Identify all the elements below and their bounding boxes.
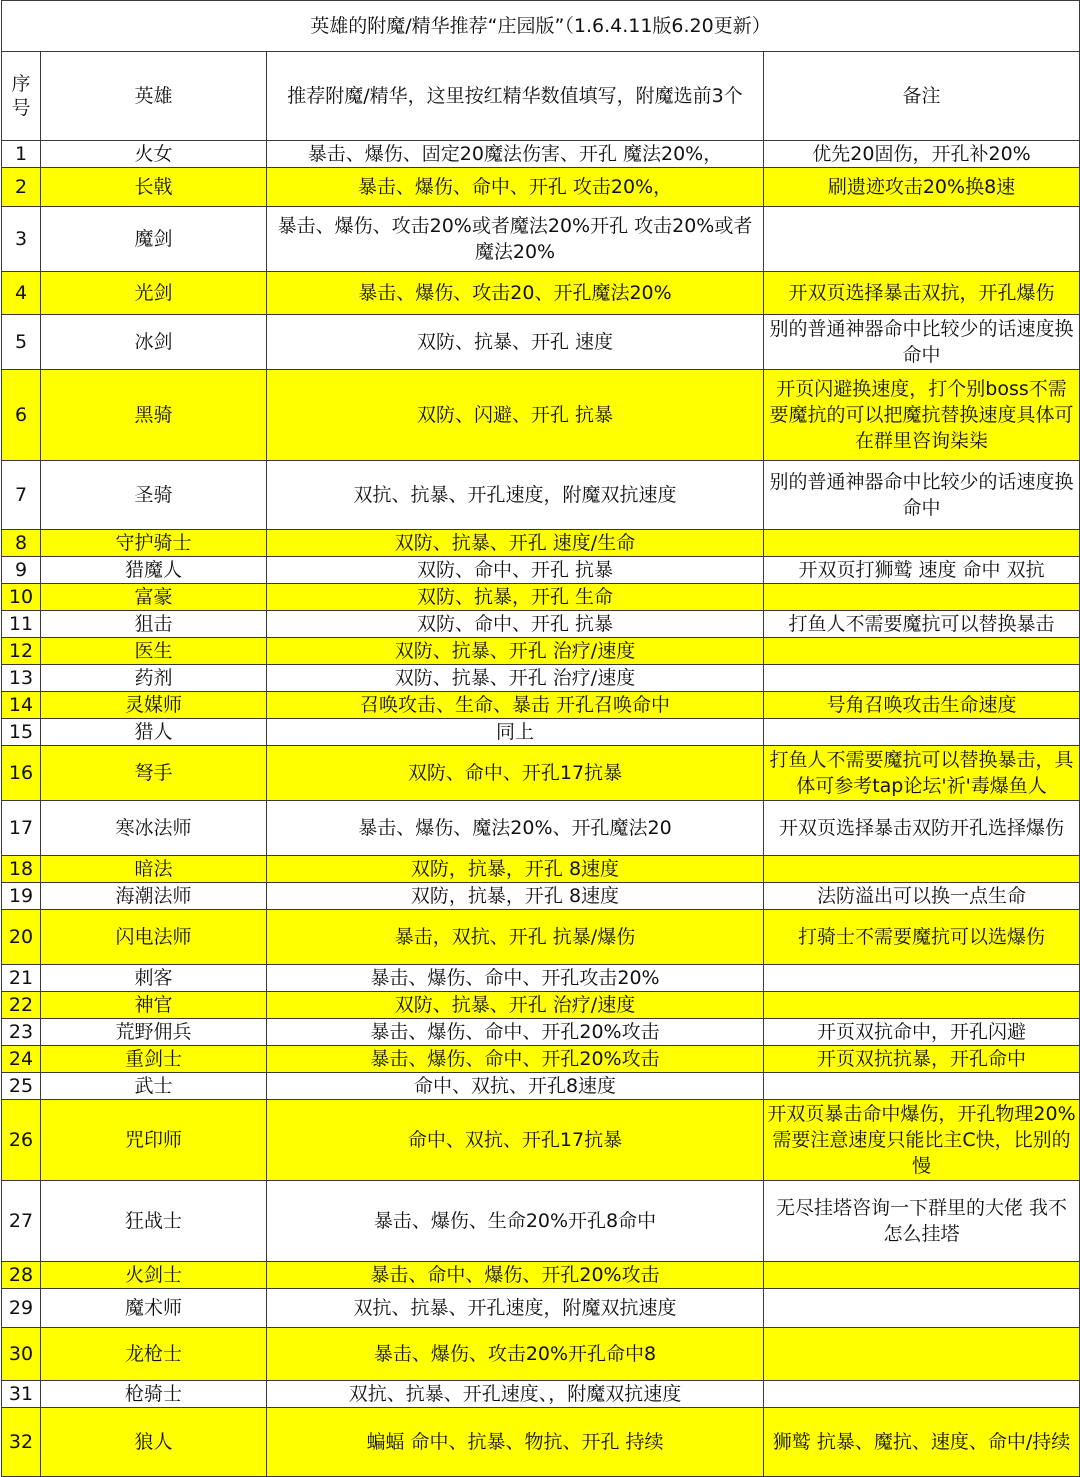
cell-hero: 荒野佣兵 [41, 1019, 267, 1046]
cell-note: 无尽挂塔咨询一下群里的大佬 我不怎么挂塔 [764, 1181, 1080, 1262]
cell-hero: 神官 [41, 992, 267, 1019]
table-row [2, 638, 1080, 665]
cell-index: 19 [2, 883, 41, 910]
cell-index: 26 [2, 1100, 41, 1181]
cell-index: 22 [2, 992, 41, 1019]
cell-hero: 猎人 [41, 719, 267, 746]
cell-recommendation: 暴击、爆伤、命中、开孔 攻击20%， [267, 168, 764, 207]
table-row [2, 370, 1080, 461]
header-recommendation: 推荐附魔/精华，这里按红精华数值填写，附魔选前3个 [267, 52, 764, 141]
table-row [2, 719, 1080, 746]
cell-hero: 灵媒师 [41, 692, 267, 719]
cell-note [764, 856, 1080, 883]
cell-note: 开双页选择暴击双防开孔选择爆伤 [764, 801, 1080, 856]
cell-note: 号角召唤攻击生命速度 [764, 692, 1080, 719]
cell-recommendation: 双防、命中、开孔 抗暴 [267, 611, 764, 638]
table-row [2, 856, 1080, 883]
cell-note [764, 719, 1080, 746]
cell-index: 16 [2, 746, 41, 801]
cell-recommendation: 暴击、爆伤、攻击20%或者魔法20%开孔 攻击20%或者魔法20% [267, 207, 764, 272]
header-row [2, 52, 1080, 141]
table-row [2, 584, 1080, 611]
cell-note [764, 1073, 1080, 1100]
cell-index: 28 [2, 1262, 41, 1289]
table-row [2, 1408, 1080, 1477]
table-row [2, 801, 1080, 856]
cell-recommendation: 暴击、爆伤、攻击20%开孔命中8 [267, 1328, 764, 1381]
cell-index: 20 [2, 910, 41, 965]
table-row [2, 168, 1080, 207]
table-row [2, 272, 1080, 315]
table-row [2, 530, 1080, 557]
table-row [2, 611, 1080, 638]
cell-index: 3 [2, 207, 41, 272]
cell-hero: 火剑士 [41, 1262, 267, 1289]
cell-index: 11 [2, 611, 41, 638]
cell-index: 6 [2, 370, 41, 461]
table-row [2, 1328, 1080, 1381]
cell-hero: 狼人 [41, 1408, 267, 1477]
table-row [2, 557, 1080, 584]
cell-note [764, 1289, 1080, 1328]
table-row [2, 1019, 1080, 1046]
cell-hero: 狙击 [41, 611, 267, 638]
cell-note: 开双页选择暴击双抗，开孔爆伤 [764, 272, 1080, 315]
cell-index: 8 [2, 530, 41, 557]
table-row [2, 965, 1080, 992]
cell-index: 4 [2, 272, 41, 315]
cell-recommendation: 双防、抗暴、开孔 治疗/速度 [267, 665, 764, 692]
cell-hero: 圣骑 [41, 461, 267, 530]
cell-index: 29 [2, 1289, 41, 1328]
cell-index: 1 [2, 141, 41, 168]
header-hero: 英雄 [41, 52, 267, 141]
cell-hero: 光剑 [41, 272, 267, 315]
cell-recommendation: 双防，抗暴，开孔 8速度 [267, 883, 764, 910]
table-row [2, 1289, 1080, 1328]
cell-hero: 重剑士 [41, 1046, 267, 1073]
cell-recommendation: 暴击、爆伤、命中、开孔20%攻击 [267, 1019, 764, 1046]
title-row [2, 1, 1080, 52]
cell-note: 开页双抗命中，开孔闪避 [764, 1019, 1080, 1046]
cell-index: 31 [2, 1381, 41, 1408]
cell-hero: 龙枪士 [41, 1328, 267, 1381]
cell-hero: 闪电法师 [41, 910, 267, 965]
cell-hero: 咒印师 [41, 1100, 267, 1181]
cell-note: 别的普通神器命中比较少的话速度换命中 [764, 461, 1080, 530]
cell-index: 18 [2, 856, 41, 883]
cell-hero: 狂战士 [41, 1181, 267, 1262]
cell-recommendation: 暴击、爆伤、命中、开孔攻击20% [267, 965, 764, 992]
cell-note [764, 965, 1080, 992]
table-row [2, 1100, 1080, 1181]
cell-note: 狮鹫 抗暴、魔抗、速度、命中/持续 [764, 1408, 1080, 1477]
cell-note: 打骑士不需要魔抗可以选爆伤 [764, 910, 1080, 965]
cell-recommendation: 双防、抗暴、开孔 治疗/速度 [267, 992, 764, 1019]
cell-hero: 寒冰法师 [41, 801, 267, 856]
table-row [2, 665, 1080, 692]
table-row [2, 910, 1080, 965]
cell-recommendation: 暴击、爆伤、命中、开孔20%攻击 [267, 1046, 764, 1073]
header-index: 序号 [2, 52, 41, 141]
cell-hero: 药剂 [41, 665, 267, 692]
cell-recommendation: 命中、双抗、开孔8速度 [267, 1073, 764, 1100]
cell-hero: 黑骑 [41, 370, 267, 461]
cell-index: 7 [2, 461, 41, 530]
table-row [2, 746, 1080, 801]
table-row [2, 1046, 1080, 1073]
cell-note: 法防溢出可以换一点生命 [764, 883, 1080, 910]
table-row [2, 992, 1080, 1019]
cell-recommendation: 双防、抗暴、开孔 速度 [267, 315, 764, 370]
cell-note [764, 665, 1080, 692]
cell-recommendation: 暴击，双抗、开孔 抗暴/爆伤 [267, 910, 764, 965]
cell-recommendation: 双防、抗暴、开孔 治疗/速度 [267, 638, 764, 665]
cell-index: 2 [2, 168, 41, 207]
cell-recommendation: 命中、双抗、开孔17抗暴 [267, 1100, 764, 1181]
table-row [2, 141, 1080, 168]
cell-index: 17 [2, 801, 41, 856]
cell-index: 12 [2, 638, 41, 665]
cell-hero: 枪骑士 [41, 1381, 267, 1408]
cell-note [764, 1262, 1080, 1289]
cell-index: 13 [2, 665, 41, 692]
cell-hero: 魔术师 [41, 1289, 267, 1328]
cell-recommendation: 同上 [267, 719, 764, 746]
cell-note: 刷遗迹攻击20%换8速 [764, 168, 1080, 207]
cell-hero: 医生 [41, 638, 267, 665]
table-row [2, 883, 1080, 910]
cell-note [764, 1381, 1080, 1408]
cell-hero: 刺客 [41, 965, 267, 992]
cell-hero: 火女 [41, 141, 267, 168]
cell-recommendation: 双抗、抗暴、开孔速度、，附魔双抗速度 [267, 1381, 764, 1408]
cell-index: 9 [2, 557, 41, 584]
cell-hero: 武士 [41, 1073, 267, 1100]
cell-index: 10 [2, 584, 41, 611]
cell-note [764, 638, 1080, 665]
cell-recommendation: 双防、抗暴，开孔 生命 [267, 584, 764, 611]
header-note: 备注 [764, 52, 1080, 141]
cell-index: 23 [2, 1019, 41, 1046]
cell-hero: 魔剑 [41, 207, 267, 272]
cell-index: 24 [2, 1046, 41, 1073]
cell-index: 21 [2, 965, 41, 992]
cell-recommendation: 双防、抗暴、开孔 速度/生命 [267, 530, 764, 557]
cell-recommendation: 暴击、命中、爆伤、开孔20%攻击 [267, 1262, 764, 1289]
table-row [2, 1073, 1080, 1100]
table-row [2, 461, 1080, 530]
cell-recommendation: 双防、闪避、开孔 抗暴 [267, 370, 764, 461]
cell-index: 27 [2, 1181, 41, 1262]
cell-recommendation: 双防、命中、开孔17抗暴 [267, 746, 764, 801]
table-row [2, 1381, 1080, 1408]
cell-note: 开页闪避换速度，打个别boss不需要魔抗的可以把魔抗替换速度具体可在群里咨询柒柒 [764, 370, 1080, 461]
cell-note [764, 1328, 1080, 1381]
cell-note: 优先20固伤，开孔补20% [764, 141, 1080, 168]
cell-recommendation: 暴击、爆伤、魔法20%、开孔魔法20 [267, 801, 764, 856]
cell-hero: 长戟 [41, 168, 267, 207]
cell-note: 打鱼人不需要魔抗可以替换暴击，具体可参考tap论坛'祈'毒爆鱼人 [764, 746, 1080, 801]
cell-note [764, 992, 1080, 1019]
cell-hero: 海潮法师 [41, 883, 267, 910]
cell-recommendation: 暴击、爆伤、攻击20、开孔魔法20% [267, 272, 764, 315]
cell-recommendation: 暴击、爆伤、生命20%开孔8命中 [267, 1181, 764, 1262]
cell-recommendation: 双防，抗暴，开孔 8速度 [267, 856, 764, 883]
cell-recommendation: 蝙蝠 命中、抗暴、物抗、开孔 持续 [267, 1408, 764, 1477]
cell-hero: 暗法 [41, 856, 267, 883]
cell-note: 打鱼人不需要魔抗可以替换暴击 [764, 611, 1080, 638]
cell-note [764, 530, 1080, 557]
table-row [2, 315, 1080, 370]
sheet-title: 英雄的附魔/精华推荐“庄园版”（1.6.4.11版6.20更新） [2, 1, 1080, 52]
cell-index: 32 [2, 1408, 41, 1477]
cell-index: 25 [2, 1073, 41, 1100]
cell-note: 开双页暴击命中爆伤，开孔物理20%需要注意速度只能比主C快，比别的慢 [764, 1100, 1080, 1181]
cell-note: 别的普通神器命中比较少的话速度换命中 [764, 315, 1080, 370]
cell-hero: 弩手 [41, 746, 267, 801]
cell-recommendation: 召唤攻击、生命、暴击 开孔召唤命中 [267, 692, 764, 719]
cell-hero: 猎魔人 [41, 557, 267, 584]
table-row [2, 207, 1080, 272]
cell-index: 15 [2, 719, 41, 746]
cell-hero: 富豪 [41, 584, 267, 611]
cell-hero: 守护骑士 [41, 530, 267, 557]
table-row [2, 1262, 1080, 1289]
cell-index: 5 [2, 315, 41, 370]
cell-note: 开双页打狮鹫 速度 命中 双抗 [764, 557, 1080, 584]
cell-note: 开页双抗抗暴，开孔命中 [764, 1046, 1080, 1073]
table-row [2, 692, 1080, 719]
cell-recommendation: 暴击、爆伤、固定20魔法伤害、开孔 魔法20%， [267, 141, 764, 168]
cell-index: 14 [2, 692, 41, 719]
cell-recommendation: 双防、命中、开孔 抗暴 [267, 557, 764, 584]
table-row [2, 1181, 1080, 1262]
cell-hero: 冰剑 [41, 315, 267, 370]
hero-enchant-table [1, 0, 1080, 1477]
cell-note [764, 207, 1080, 272]
cell-note [764, 584, 1080, 611]
cell-recommendation: 双抗、抗暴、开孔速度，附魔双抗速度 [267, 1289, 764, 1328]
cell-recommendation: 双抗、抗暴、开孔速度，附魔双抗速度 [267, 461, 764, 530]
cell-index: 30 [2, 1328, 41, 1381]
